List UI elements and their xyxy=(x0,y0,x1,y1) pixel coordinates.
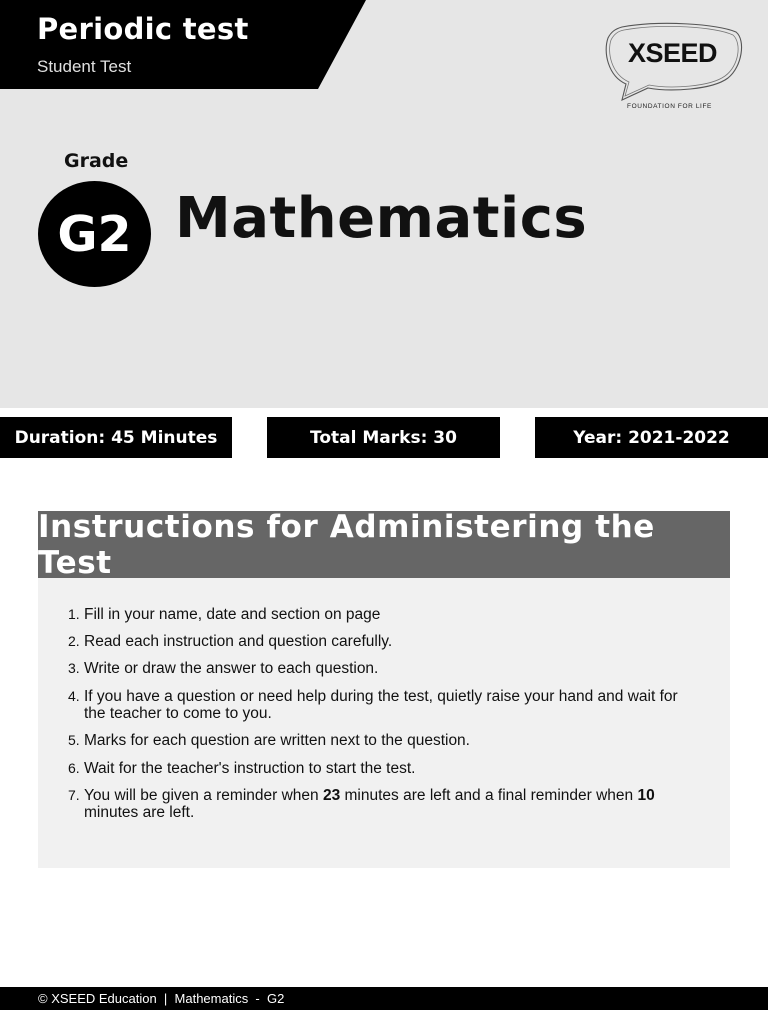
instruction-item: 4. If you have a question or need help during the test, quietly raise your hand and wait for the teacher to come to you. xyxy=(68,687,678,723)
test-title: Periodic test xyxy=(37,12,249,46)
instruction-item: 1. Fill in your name, date and section on page xyxy=(68,606,381,623)
grade-badge: G2 xyxy=(38,181,151,287)
instructions-panel xyxy=(38,508,730,868)
logo-wordmark: XSEED xyxy=(628,38,718,68)
instruction-item: 6. Wait for the teacher's instruction to start the test. xyxy=(68,759,416,777)
page-footer: © XSEED Education | Mathematics - G2 xyxy=(0,987,768,1010)
instructions-heading: Instructions for Administering the Test xyxy=(38,511,730,578)
instruction-item: 3. Write or draw the answer to each question. xyxy=(68,660,379,678)
instruction-item: 2. Read each instruction and question carefully. xyxy=(68,633,393,651)
logo-tagline: FOUNDATION FOR LIFE xyxy=(627,103,712,110)
instructions-list xyxy=(68,606,694,832)
total-marks-bar: Total Marks: 30 xyxy=(267,417,500,458)
grade-label: Grade xyxy=(64,150,129,172)
xseed-logo xyxy=(600,22,745,114)
test-subtitle: Student Test xyxy=(37,57,132,76)
duration-bar: Duration: 45 Minutes xyxy=(0,417,232,458)
instruction-item: 5. Marks for each question are written next to the question. xyxy=(68,732,470,750)
instruction-item: 7. You will be given a reminder when 23 minutes are left and a final reminder when 10 minutes are left. xyxy=(68,786,655,822)
year-bar: Year: 2021-2022 xyxy=(535,417,768,458)
subject-title: Mathematics xyxy=(175,186,588,251)
